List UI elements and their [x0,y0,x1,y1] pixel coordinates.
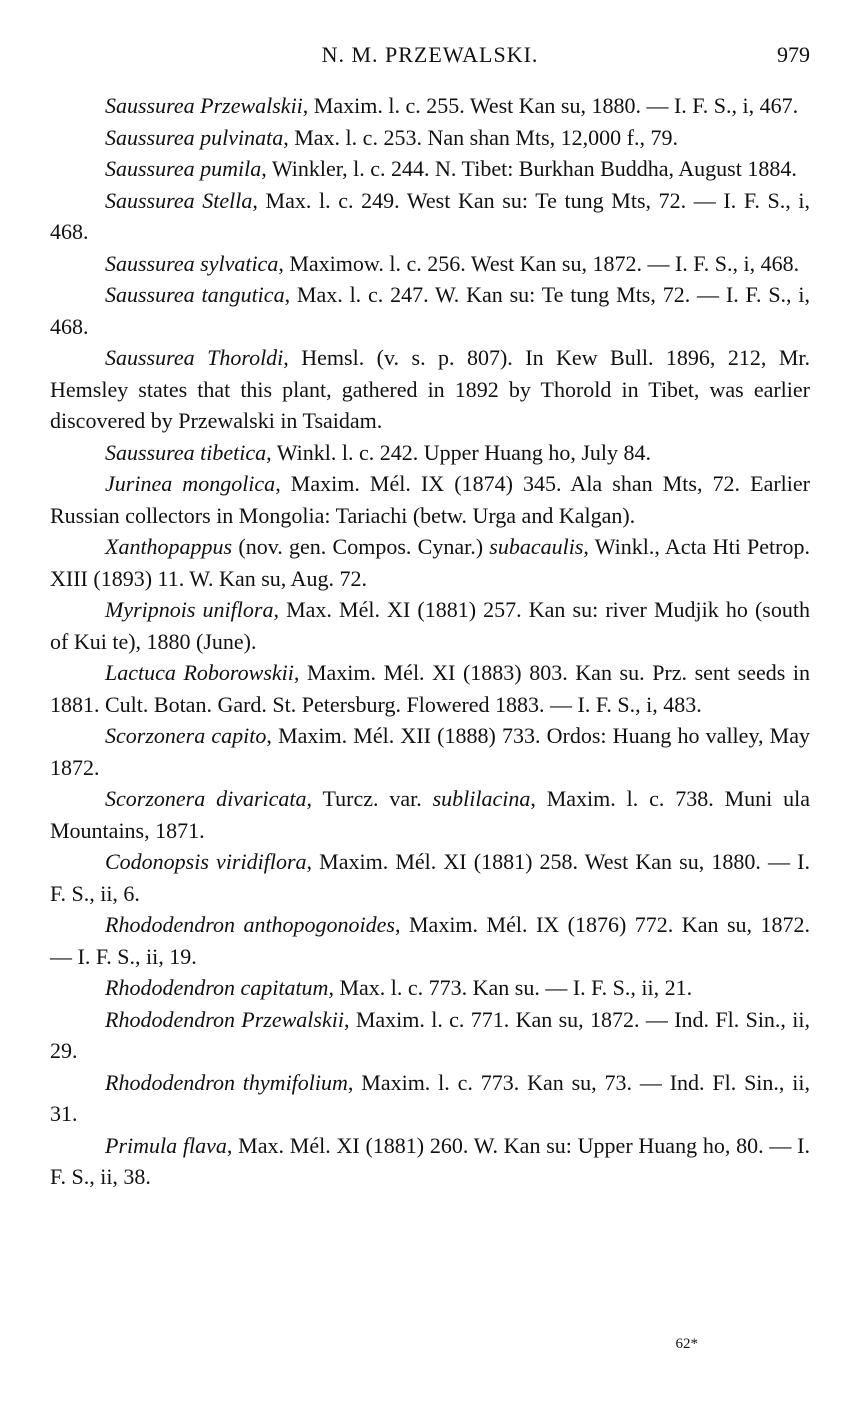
entry-paragraph [50,1130,810,1193]
page-number: 979 [777,42,810,67]
taxon-name: Xanthopappus [105,534,233,559]
entry-text: , Max. Mél. XI (1881) 257. Kan su: river Mudjik ho (south of Kui te), 1880 (June). [50,597,810,654]
page-body [50,90,810,1193]
page-header [50,42,810,76]
entry-text: , Hemsl. (v. s. p. 807). In Kew Bull. 1896, 212, Mr. Hemsley states that this plant, gathered in 1892 by Thorold in Tibet, was earlier discovered by Przewalski in Tsaidam. [50,345,810,433]
entry-paragraph [50,1067,810,1130]
entry-paragraph [50,594,810,657]
entry-text: , Turcz. var. [306,786,433,811]
entry-paragraph [50,909,810,972]
entry-text: , Max. l. c. 247. W. Kan su: Te tung Mts, 72. — I. F. S., i, 468. [50,282,810,339]
entry-text: , Maxim. l. c. 738. Muni ula Mountains, 1871. [50,786,810,843]
taxon-name: Saussurea pulvinata [105,124,284,150]
entry-text: , Maximow. l. c. 256. West Kan su, 1872. — I. F. S., i, 468. [278,250,800,276]
taxon-name: Rhododendron Przewalskii [105,1006,344,1032]
entry-paragraph [50,468,810,531]
entry-paragraph [50,90,810,122]
taxon-name: subacaulis [489,534,584,559]
entry-paragraph [50,720,810,783]
entry-paragraph [50,153,810,185]
taxon-name: Saussurea tibetica [105,439,267,465]
running-title: N. M. PRZEWALSKI. [321,42,539,67]
taxon-name: Scorzonera divaricata [105,786,307,811]
entry-text: , Winkl., Acta Hti Petrop. XIII (1893) 11. W. Kan su, Aug. 72. [50,534,810,591]
entry-text: , Max. l. c. 253. Nan shan Mts, 12,000 f., 79. [283,124,678,150]
entry-text: , Maxim. Mél. IX (1874) 345. Ala shan Mts, 72. Earlier Russian collectors in Mongolia: Tariachi (betw. Urga and Kalgan). [50,471,810,528]
entry-text: , Max. l. c. 773. Kan su. — I. F. S., ii, 21. [328,975,693,1000]
taxon-name: Myripnois uniflora [105,597,274,622]
taxon-name: Saussurea Stella [105,187,253,213]
taxon-name: Saussurea tangutica [105,282,285,307]
taxon-name: Scorzonera capito [105,723,267,748]
entry-paragraph [50,1004,810,1067]
taxon-name: Rhododendron capitatum [105,975,329,1000]
taxon-name: sublilacina [432,786,531,811]
entry-paragraph [50,279,810,342]
entry-text: , Maxim. l. c. 255. West Kan su, 1880. — I. F. S., i, 467. [302,93,799,118]
entry-text: , Maxim. Mél. XI (1883) 803. Kan su. Prz. sent seeds in 1881. Cult. Botan. Gard. St. Petersburg. Flowered 1883. — I. F. S., i, 483. [50,660,810,717]
entry-text: , Maxim. Mél. IX (1876) 772. Kan su, 1872. — I. F. S., ii, 19. [50,912,810,969]
taxon-name: Saussurea Przewalskii [105,93,303,118]
entry-text: (nov. gen. Compos. Cynar.) [232,534,490,559]
entry-text: , Max. Mél. XI (1881) 260. W. Kan su: Upper Huang ho, 80. — I. F. S., ii, 38. [50,1132,811,1189]
entry-paragraph [50,248,810,280]
entry-text: , Winkl. l. c. 242. Upper Huang ho, July 84. [266,439,652,465]
entry-paragraph [50,437,810,469]
taxon-name: Rhododendron anthopogonoides [105,912,395,937]
entry-text: , Maxim. l. c. 773. Kan su, 73. — Ind. Fl. Sin., ii, 31. [50,1069,810,1126]
entry-paragraph [50,185,810,248]
entry-paragraph [50,846,810,909]
entry-paragraph [50,657,810,720]
entry-text: , Max. l. c. 249. West Kan su: Te tung Mts, 72. — I. F. S., i, 468. [50,187,811,244]
taxon-name: Primula flava [105,1132,227,1158]
entry-text: , Maxim. l. c. 771. Kan su, 1872. — Ind. Fl. Sin., ii, 29. [50,1006,810,1063]
entry-paragraph [50,972,810,1004]
entry-text: , Winkler, l. c. 244. N. Tibet: Burkhan Buddha, August 1884. [261,156,797,181]
taxon-name: Jurinea mongolica [105,471,276,496]
taxon-name: Saussurea sylvatica [105,250,279,276]
taxon-name: Rhododendron thymifolium [105,1069,348,1095]
taxon-name: Lactuca Roborowskii [105,660,294,685]
entry-text: , Maxim. Mél. XII (1888) 733. Ordos: Huang ho valley, May 1872. [50,723,811,780]
entry-paragraph [50,342,810,437]
taxon-name: Saussurea pumila [105,156,262,181]
entry-paragraph [50,783,810,846]
entry-paragraph [50,531,810,594]
signature-mark: 62* [675,1336,698,1352]
entry-paragraph [50,122,810,154]
entry-text: , Maxim. Mél. XI (1881) 258. West Kan su, 1880. — I. F. S., ii, 6. [50,849,810,906]
taxon-name: Saussurea Thoroldi [105,345,284,370]
taxon-name: Codonopsis viridiflora [105,849,307,874]
